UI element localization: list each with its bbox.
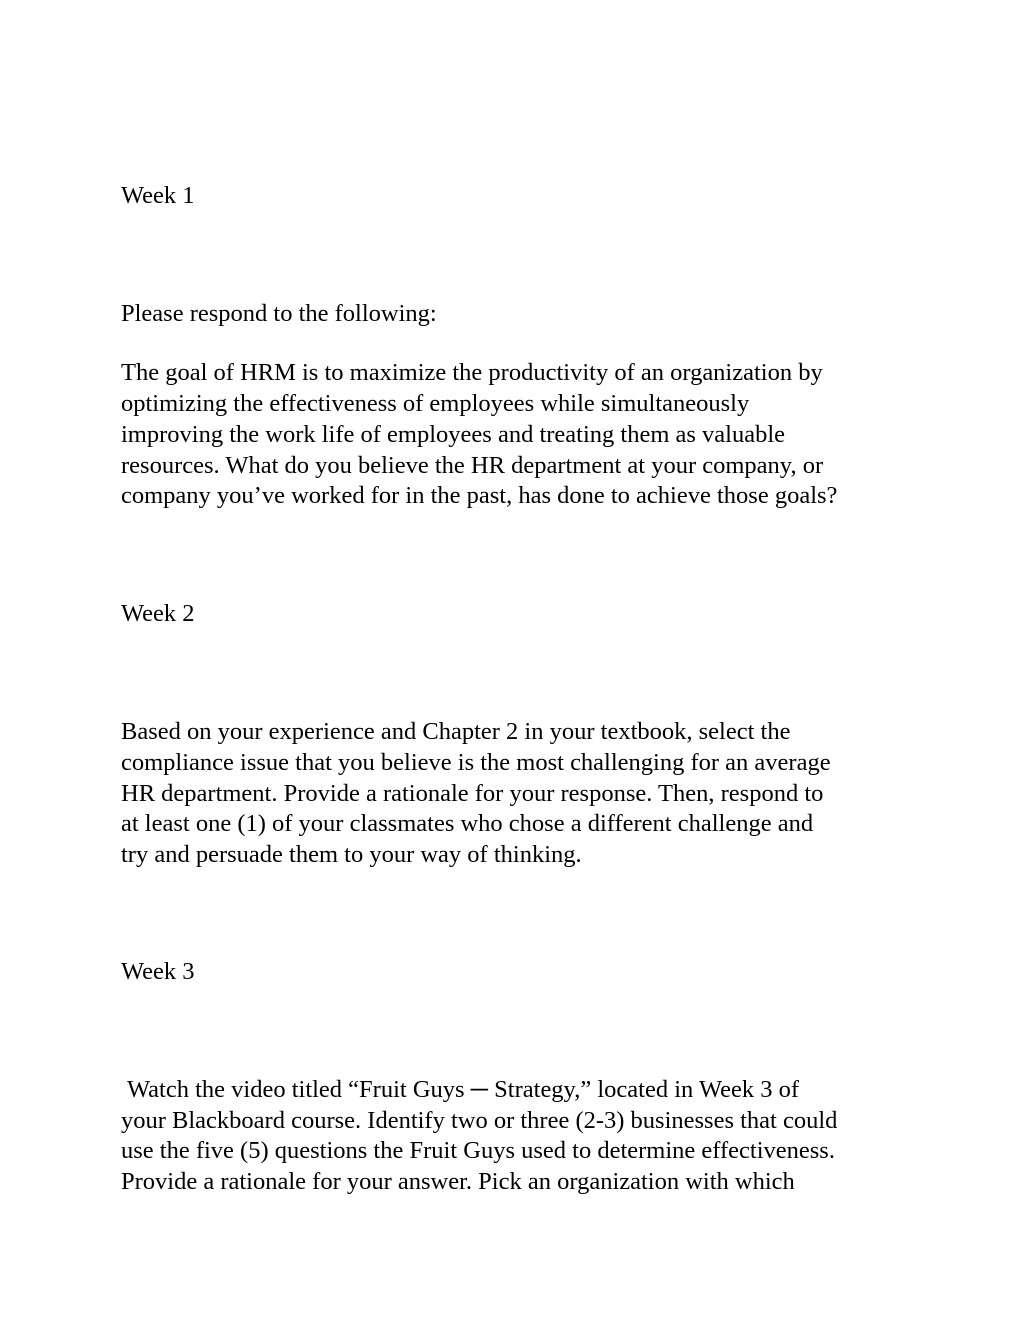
week-2-heading: Week 2 — [121, 600, 195, 627]
week-2-prompt-line: compliance issue that you believe is the most challenging for an average — [121, 749, 831, 776]
week-2-prompt-line: HR department. Provide a rationale for your response. Then, respond to — [121, 780, 824, 807]
week-3-prompt-line: use the five (5) questions the Fruit Guys used to determine effectiveness. — [121, 1137, 835, 1164]
week-3-prompt-line: Provide a rationale for your answer. Pick an organization with which — [121, 1168, 795, 1195]
week-1-prompt-line: The goal of HRM is to maximize the productivity of an organization by — [121, 359, 823, 386]
week-3-heading: Week 3 — [121, 958, 195, 985]
week-1-intro: Please respond to the following: — [121, 300, 437, 327]
week-1-prompt-line: improving the work life of employees and treating them as valuable — [121, 421, 786, 448]
week-3-prompt-line: your Blackboard course. Identify two or three (2-3) businesses that could — [121, 1107, 838, 1134]
week-1-prompt-line: resources. What do you believe the HR department at your company, or — [121, 452, 824, 479]
week-1-prompt-line: optimizing the effectiveness of employees while simultaneously — [121, 390, 750, 417]
week-3-prompt-line: Watch the video titled “Fruit Guys ─ Strategy,” located in Week 3 of — [127, 1076, 800, 1103]
week-2-prompt-line: Based on your experience and Chapter 2 in your textbook, select the — [121, 718, 791, 745]
week-1-prompt-line: company you’ve worked for in the past, has done to achieve those goals? — [121, 482, 838, 509]
week-2-prompt-line: try and persuade them to your way of thinking. — [121, 841, 582, 868]
week-1-heading: Week 1 — [121, 182, 195, 209]
week-2-prompt-line: at least one (1) of your classmates who chose a different challenge and — [121, 810, 814, 837]
